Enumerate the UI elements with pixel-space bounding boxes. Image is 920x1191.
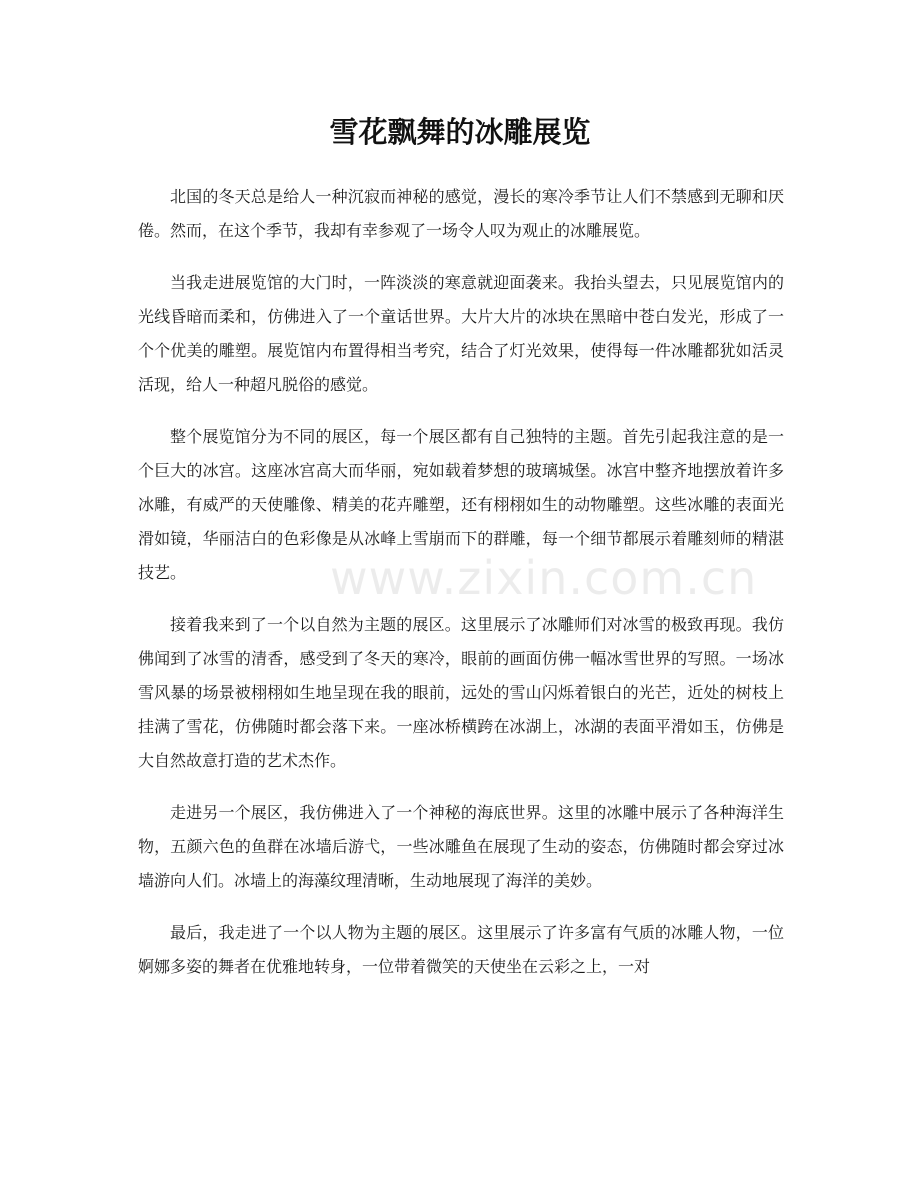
paragraph-1: 北国的冬天总是给人一种沉寂而神秘的感觉，漫长的寒冷季节让人们不禁感到无聊和厌倦。然而，在这个季节，我却有幸参观了一场令人叹为观止的冰雕展览。	[138, 187, 784, 240]
paragraph-3: 整个展览馆分为不同的展区，每一个展区都有自己独特的主题。首先引起我注意的是一个巨大的冰宫。这座冰宫高大而华丽，宛如载着梦想的玻璃城堡。冰宫中整齐地摆放着许多冰雕，有威严的天使雕像、精美的花卉雕塑，还有栩栩如生的动物雕塑。这些冰雕的表面光滑如镜，华丽洁白的色彩像是从冰峰上雪崩而下的群雕，每一个细节都展示着雕刻师的精湛技艺。	[138, 427, 784, 582]
document-title: 雪花飘舞的冰雕展览	[329, 115, 591, 149]
paragraph-2: 当我走进展览馆的大门时，一阵淡淡的寒意就迎面袭来。我抬头望去，只见展览馆内的光线昏暗而柔和，仿佛进入了一个童话世界。大片大片的冰块在黑暗中苍白发光，形成了一个个优美的雕塑。展览馆内布置得相当考究，结合了灯光效果，使得每一件冰雕都犹如活灵活现，给人一种超凡脱俗的感觉。	[138, 273, 784, 394]
watermark: www.zixin.com.cn	[330, 551, 758, 605]
paragraph-4: 接着我来到了一个以自然为主题的展区。这里展示了冰雕师们对冰雪的极致再现。我仿佛闻到了冰雪的清香，感受到了冬天的寒冷，眼前的画面仿佛一幅冰雪世界的写照。一场冰雪风暴的场景被栩栩如生地呈现在我的眼前，远处的雪山闪烁着银白的光芒，近处的树枝上挂满了雪花，仿佛随时都会落下来。一座冰桥横跨在冰湖上，冰湖的表面平滑如玉，仿佛是大自然故意打造的艺术杰作。	[138, 615, 784, 770]
paragraph-5: 走进另一个展区，我仿佛进入了一个神秘的海底世界。这里的冰雕中展示了各种海洋生物，五颜六色的鱼群在冰墙后游弋，一些冰雕鱼在展现了生动的姿态，仿佛随时都会穿过冰墙游向人们。冰墙上的海藻纹理清晰，生动地展现了海洋的美妙。	[138, 803, 784, 890]
paragraph-6: 最后，我走进了一个以人物为主题的展区。这里展示了许多富有气质的冰雕人物，一位婀娜多姿的舞者在优雅地转身，一位带着微笑的天使坐在云彩之上，一对	[138, 923, 784, 976]
